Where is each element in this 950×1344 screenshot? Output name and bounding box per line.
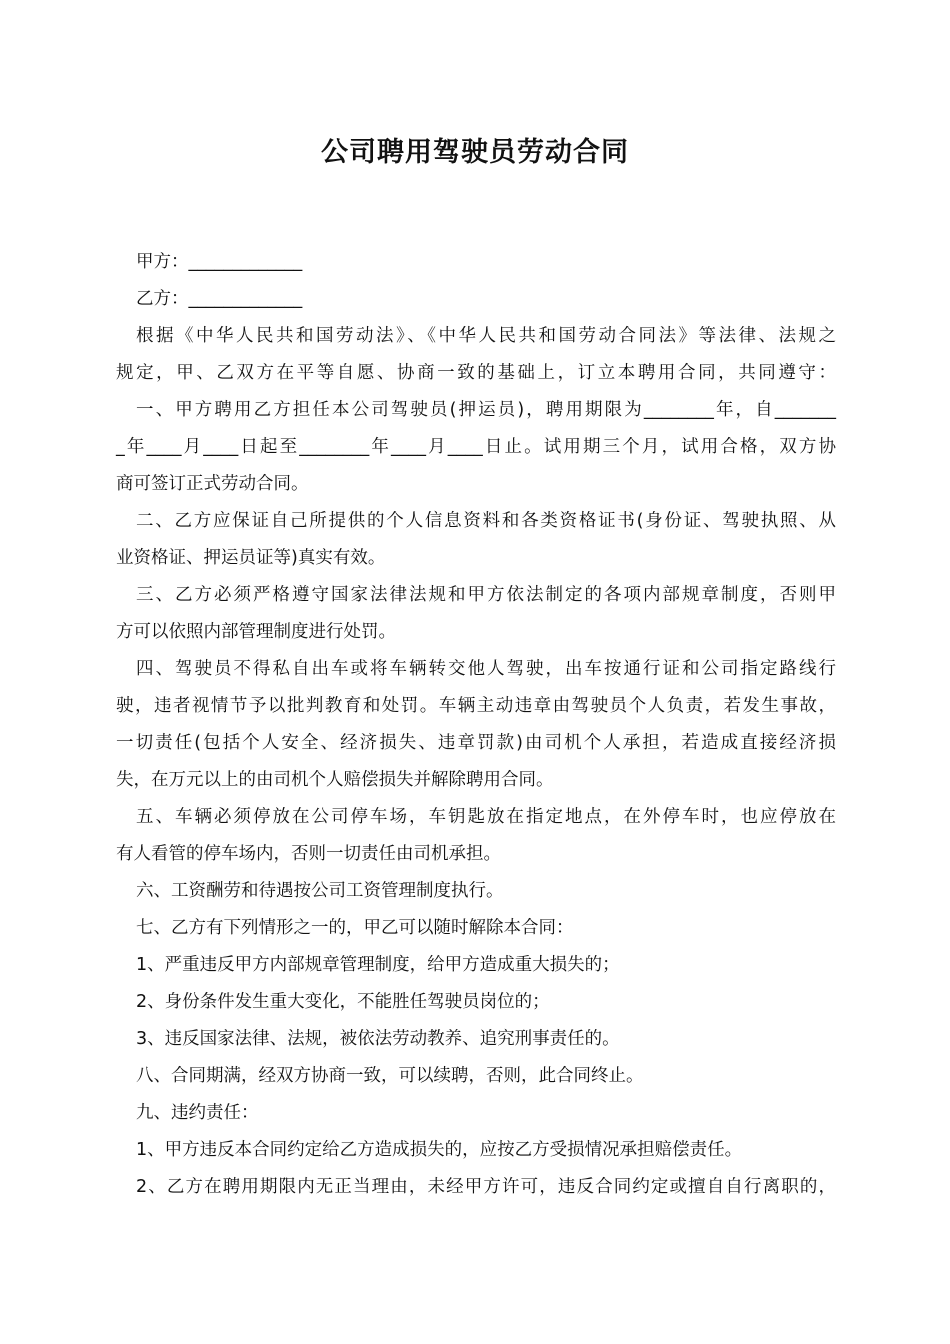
clause-3-line: 方可以依照内部管理制度进行处罚。 [116,622,396,642]
clause-7-item: 3、违反国家法律、法规，被依法劳动教养、追究刑事责任的。 [136,1029,620,1049]
preamble-line: 规定，甲、乙双方在平等自愿、协商一致的基础上，订立本聘用合同，共同遵守： [116,363,836,383]
clause-5-line: 有人看管的停车场内，否则一切责任由司机承担。 [116,844,501,864]
clause-9-line: 九、违约责任： [136,1103,259,1123]
clause-2-line: 二、乙方应保证自己所提供的个人信息资料和各类资格证书(身份证、驾驶执照、从 [136,511,836,531]
document-body [116,244,836,1206]
clause-2-line: 业资格证、押运员证等)真实有效。 [116,548,386,568]
clause-8-line: 八、合同期满，经双方协商一致，可以续聘，否则，此合同终止。 [136,1066,644,1086]
clause-3-line: 三、乙方必须严格遵守国家法律法规和甲方依法制定的各项内部规章制度，否则甲 [136,585,836,605]
clause-4-line: 一切责任(包括个人安全、经济损失、违章罚款)由司机个人承担，若造成直接经济损 [116,733,836,753]
clause-5-line: 五、车辆必须停放在公司停车场，车钥匙放在指定地点，在外停车时，也应停放在 [136,807,836,827]
clause-1-line: _年____月____日起至________年____月____日止。试用期三个月，试用合格，双方协 [116,437,836,457]
clause-1-line: 一、甲方聘用乙方担任本公司驾驶员(押运员)，聘用期限为________年，自_______ [136,400,836,420]
clause-7-item: 1、严重违反甲方内部规章管理制度，给甲方造成重大损失的； [136,955,620,975]
clause-7-line: 七、乙方有下列情形之一的，甲乙可以随时解除本合同： [136,918,574,938]
document-title: 公司聘用驾驶员劳动合同 [321,137,629,168]
clause-9-item: 1、甲方违反本合同约定给乙方造成损失的，应按乙方受损情况承担赔偿责任。 [136,1140,743,1160]
party-b-line: 乙方：_____________ [136,289,303,309]
clause-7-item: 2、身份条件发生重大变化，不能胜任驾驶员岗位的； [136,992,550,1012]
party-a-line: 甲方：_____________ [136,252,303,272]
clause-4-line: 驶，违者视情节予以批判教育和处罚。车辆主动违章由驾驶员个人负责，若发生事故， [116,696,836,716]
clause-6-line: 六、工资酬劳和待遇按公司工资管理制度执行。 [136,881,504,901]
clause-4-line: 失，在万元以上的由司机个人赔偿损失并解除聘用合同。 [116,770,554,790]
clause-9-item: 2、乙方在聘用期限内无正当理由，未经甲方许可，违反合同约定或擅自自行离职的， [136,1177,836,1197]
preamble-line: 根据《中华人民共和国劳动法》、《中华人民共和国劳动合同法》等法律、法规之 [136,326,836,346]
clause-1-line: 商可签订正式劳动合同。 [116,474,309,494]
clause-4-line: 四、驾驶员不得私自出车或将车辆转交他人驾驶，出车按通行证和公司指定路线行 [136,659,836,679]
